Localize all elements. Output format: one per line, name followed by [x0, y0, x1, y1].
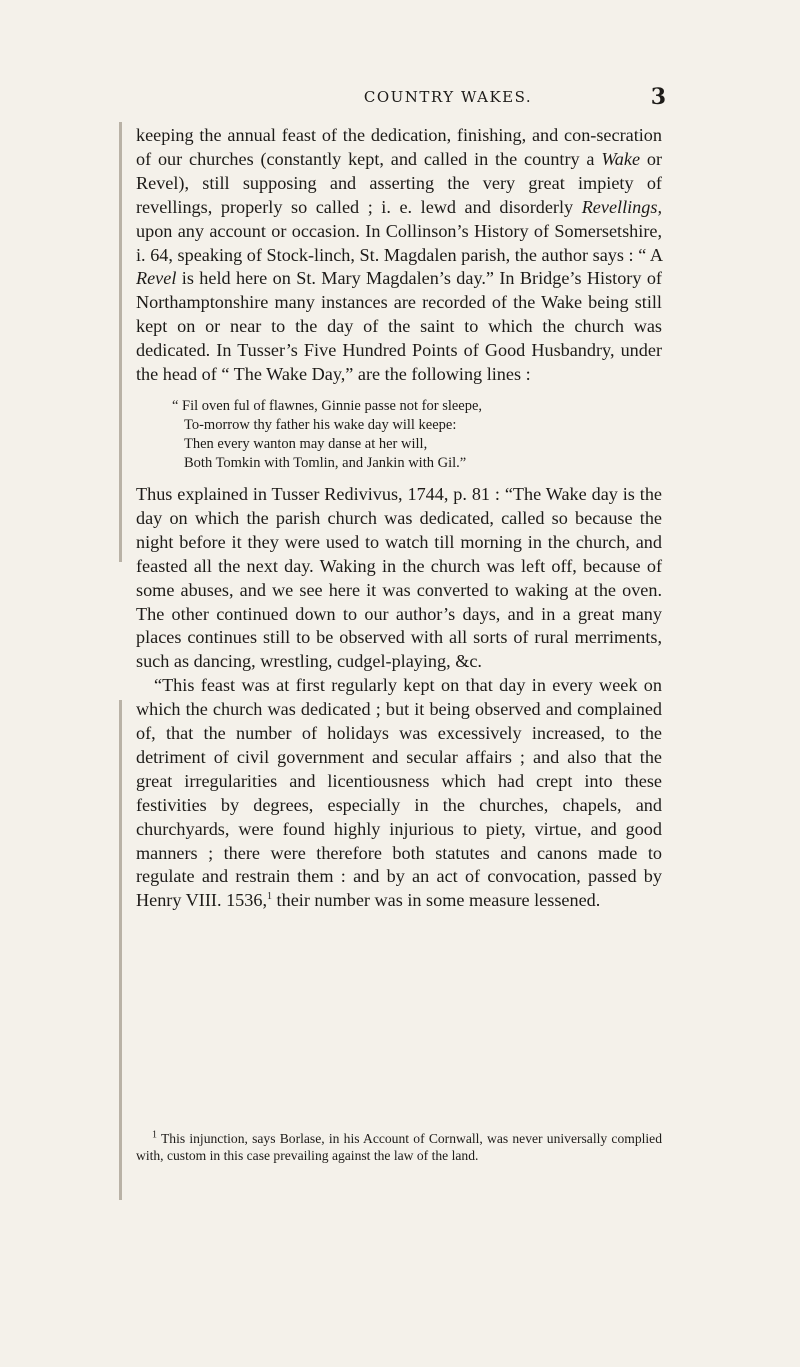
- margin-shadow: [119, 122, 122, 562]
- verse-line: Then every wanton may danse at her will,: [184, 435, 428, 452]
- text-run: or Revel), still supposing and asserting the very great impiety of revellings, properly so called ; i. e. lewd and disorderly: [136, 148, 662, 217]
- italic-term: Wake: [601, 148, 641, 169]
- body-text: [136, 124, 662, 913]
- text-run: is held here on St. Mary Magdalen’s day.” In Bridge’s History of Northamptonshire many instances are recorded of the Wake being still kept on or near to the day of the saint to which the church was dedicated. In Tusser’s Five Hundred Points of Good Husbandry, under the head of “ The Wake Day,” are the following lines :: [136, 268, 662, 385]
- verse-quotation: [136, 397, 662, 473]
- paragraph-3: [136, 674, 662, 913]
- margin-shadow: [119, 700, 122, 1200]
- page-number: 3: [650, 84, 666, 110]
- paragraph-2: Thus explained in Tusser Redivivus, 1744, p. 81 : “The Wake day is the day on which the parish church was dedicated, called so because the night before it they were used to watch till morning in the church, and feasted all the next day. Waking in the church was left off, because of some abuses, and we see here it was converted to waking at the oven. The other continued down to our author’s days, and in a great many places continues still to be observed with all sorts of rural merriments, such as dancing, wrestling, cudgel-playing, &c.: [136, 483, 662, 672]
- text-run: keeping the annual feast of the dedication, finishing, and con-secration of our churches (constantly kept, and called in the country a: [136, 125, 662, 169]
- paragraph-1: [136, 124, 662, 387]
- footnote-text: This injunction, says Borlase, in his Account of Cornwall, was never universally complied with, custom in this case prevailing against the law of the land.: [136, 1131, 662, 1163]
- verse-line: “ Fil oven ful of flawnes, Ginnie passe not for sleepe,: [172, 397, 483, 414]
- running-title: COUNTRY WAKES.: [363, 88, 533, 106]
- verse-line: To-morrow thy father his wake day will keepe:: [184, 416, 457, 433]
- verse-line: Both Tomkin with Tomlin, and Jankin with Gil.”: [184, 454, 467, 471]
- text-run: “This feast was at first regularly kept on that day in every week on which the church was dedicated ; but it being observed and complained of, that the number of holidays was excessively increased, to the detriment of civil government and secular affairs ; and also that the great irregularities and licentiousness which had crept into these festivities by degrees, especially in the churches, chapels, and churchyards, were found highly injurious to piety, virtue, and good manners ; there were therefore both statutes and canons made to regulate and restrain them : and by an act of convocation, passed by Henry VIII. 1536,: [136, 675, 662, 911]
- running-head: [230, 84, 666, 110]
- italic-term: Revel: [136, 268, 177, 289]
- footnote-mark: 1: [152, 1129, 157, 1141]
- footnote: [136, 1130, 662, 1164]
- italic-term: Revellings,: [581, 196, 662, 217]
- text-run: their number was in some measure lessened.: [272, 890, 601, 911]
- footnote-ref[interactable]: 1: [267, 891, 272, 903]
- text-run: upon any account or occasion. In Collinson’s History of Somersetshire, i. 64, speaking of Stock-linch, St. Magdalen parish, the author says : “ A: [136, 220, 662, 265]
